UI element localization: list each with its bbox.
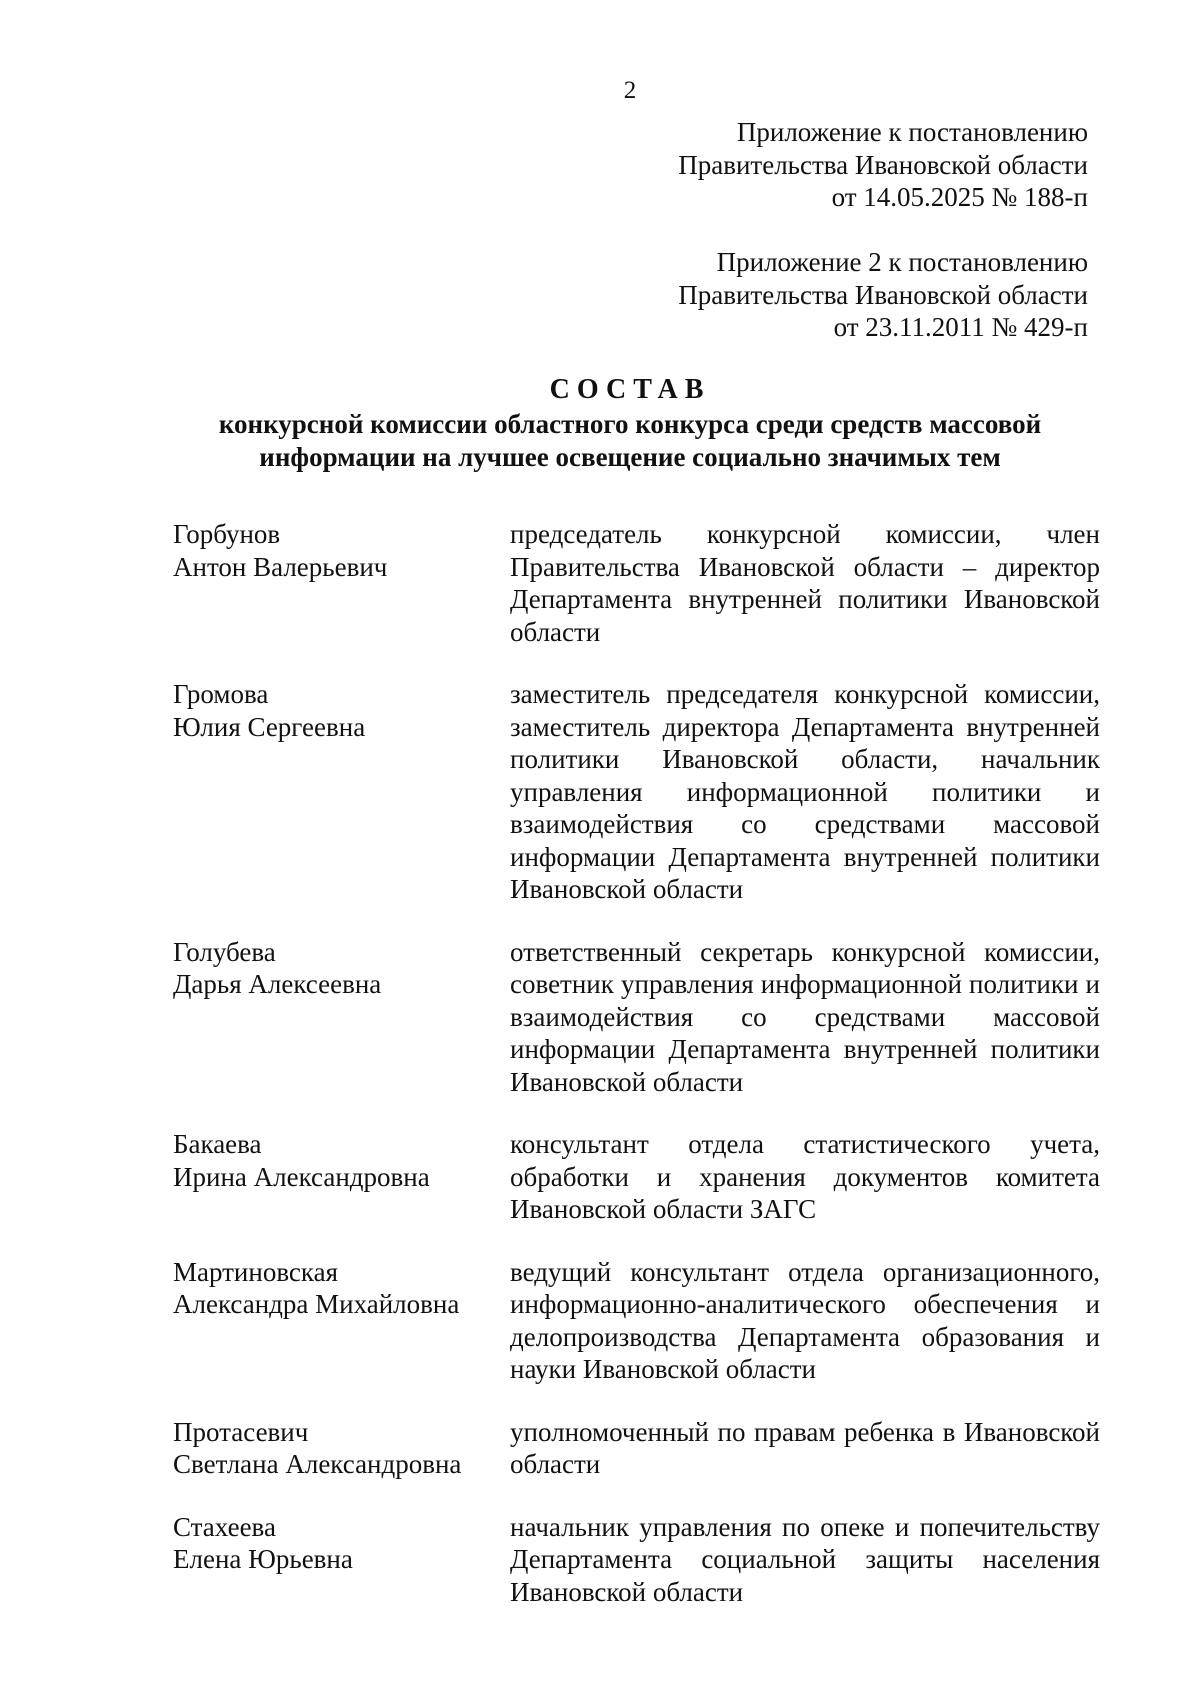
- member-name: [173, 1511, 510, 1609]
- member-surname: Протасевич: [173, 1416, 309, 1447]
- document-heading: [0, 372, 1200, 474]
- member-role: консультант отдела статистического учета, обработки и хранения документов комитета Ивановской области ЗАГС: [510, 1129, 1100, 1224]
- member-name: [173, 936, 510, 1099]
- member-given-names: Юлия Сергеевна: [173, 711, 366, 742]
- appendix-line: Приложение 2 к постановлению: [716, 247, 1088, 277]
- member-given-names: Александра Михайловна: [173, 1289, 460, 1319]
- member-role: уполномоченный по правам ребенка в Ивановской области: [510, 1416, 1100, 1479]
- member-given-names: Дарья Алексеевна: [173, 969, 382, 999]
- appendix-line: Правительства Ивановской области: [678, 279, 1088, 310]
- member-given-names: Антон Валерьевич: [173, 551, 388, 582]
- page-number: 2: [623, 77, 637, 104]
- appendix-line: Правительства Ивановской области: [678, 149, 1088, 180]
- member-row: [173, 678, 1100, 906]
- member-name: [173, 678, 510, 906]
- member-given-names: Светлана Александровна: [173, 1449, 462, 1479]
- member-role: заместитель председателя конкурсной комиссии, заместитель директора Департамента внутренней политики Ивановской области, начальник управления информационной политики и взаимодействия со средствами массовой информации Департамента внутренней политики Ивановской области: [510, 679, 1100, 904]
- member-surname: Горбунов: [173, 519, 281, 549]
- member-row: [173, 518, 1100, 648]
- member-row: [173, 1256, 1100, 1386]
- member-given-names: Ирина Александровна: [173, 1161, 430, 1192]
- member-surname: Голубева: [173, 936, 276, 967]
- appendix-line: от 14.05.2025 № 188-п: [831, 182, 1088, 212]
- appendix-reference-original: [678, 246, 1088, 344]
- member-role: председатель конкурсной комиссии, член Правительства Ивановской области – директор Департамента внутренней политики Ивановской области: [510, 519, 1100, 647]
- heading-title: СОСТАВ: [549, 374, 711, 405]
- member-name: [173, 1128, 510, 1226]
- appendix-line: от 23.11.2011 № 429-п: [833, 312, 1088, 342]
- appendix-line: Приложение к постановлению: [736, 117, 1088, 147]
- member-role: ведущий консультант отдела организационного, информационно-аналитического обеспечения и делопроизводства Департамента образования и науки Ивановской области: [510, 1256, 1100, 1384]
- appendix-reference-current: [678, 116, 1088, 214]
- member-name: [173, 518, 510, 648]
- member-surname: Бакаева: [173, 1129, 262, 1159]
- member-surname: Стахеева: [173, 1511, 276, 1542]
- member-surname: Мартиновская: [173, 1256, 339, 1287]
- member-role: ответственный секретарь конкурсной комиссии, советник управления информационной политики и взаимодействия со средствами массовой информации Департамента внутренней политики Ивановской области: [510, 936, 1100, 1097]
- heading-subtitle-line: информации на лучшее освещение социально значимых тем: [259, 442, 1001, 472]
- member-name: [173, 1256, 510, 1386]
- member-role: начальник управления по опеке и попечительству Департамента социальной защиты населения Ивановской области: [510, 1511, 1100, 1607]
- member-surname: Громова: [173, 679, 269, 709]
- member-given-names: Елена Юрьевна: [173, 1544, 353, 1574]
- commission-members-list: [173, 518, 1100, 1608]
- member-row: [173, 1416, 1100, 1481]
- member-name: [173, 1416, 510, 1481]
- member-row: [173, 936, 1100, 1099]
- member-row: [173, 1511, 1100, 1609]
- member-row: [173, 1128, 1100, 1226]
- heading-subtitle-line: конкурсной комиссии областного конкурса среди средств массовой: [218, 409, 1042, 439]
